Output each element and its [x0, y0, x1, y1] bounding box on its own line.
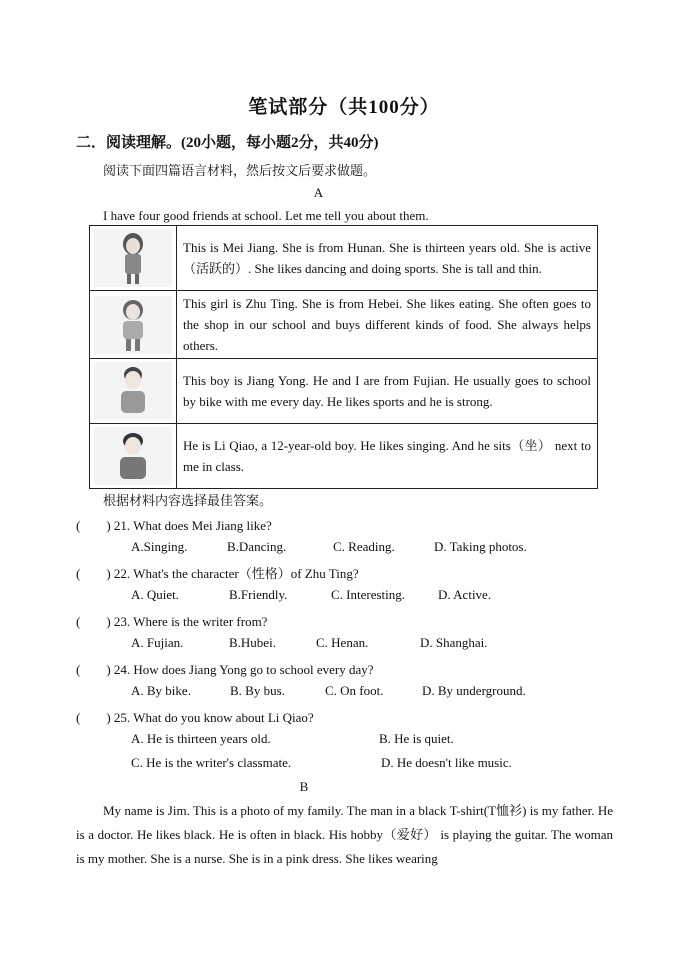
friend-desc: This boy is Jiang Yong. He and I are from Fujian. He usually goes to school by bike with me every day. He likes sports and he is strong.: [177, 359, 598, 424]
boy-picture: [94, 427, 172, 485]
passage-a-intro: I have four good friends at school. Let me tell you about them.: [103, 208, 429, 223]
passage-b-text: My name is Jim. This is a photo of my family. The man in a black T-shirt(T恤衫) is my father. He is a doctor. He likes black. He is often in black. His hobby（爱好） is playing the guitar. The woman is my mother. She is a nurse. She is in a pink dress. She likes wearing: [76, 803, 613, 866]
option-b[interactable]: B.Hubei.: [229, 635, 276, 650]
option-a[interactable]: A.Singing.: [131, 539, 188, 554]
section-heading: 二．阅读理解。(20小题，每小题2分，共40分): [76, 135, 379, 151]
friend-desc: This is Mei Jiang. She is from Hunan. She is thirteen years old. She is active（活跃的）. She likes dancing and doing sports. She is tall and thin.: [177, 226, 598, 291]
friend-desc: He is Li Qiao, a 12-year-old boy. He likes singing. And he sits（坐） next to me in class.: [177, 424, 598, 489]
boy-picture: [94, 362, 172, 420]
option-c[interactable]: C. Interesting.: [331, 587, 406, 602]
option-b[interactable]: B.Dancing.: [227, 539, 287, 554]
option-c[interactable]: C. On foot.: [325, 683, 384, 698]
option-a[interactable]: A. By bike.: [131, 683, 191, 698]
passage-a-label: A: [313, 185, 324, 200]
friend-row: [90, 359, 598, 424]
option-b[interactable]: B.Friendly.: [229, 587, 288, 602]
option-d[interactable]: D. He doesn't like music.: [381, 755, 512, 770]
question-25: ( ) 25. What do you know about Li Qiao?: [76, 710, 314, 725]
option-c[interactable]: C. Reading.: [333, 539, 395, 554]
option-a[interactable]: A. He is thirteen years old.: [131, 731, 271, 746]
question-21: ( ) 21. What does Mei Jiang like?: [76, 518, 272, 533]
friend-row: [90, 291, 598, 359]
friends-table: [89, 225, 598, 489]
option-d[interactable]: D. Taking photos.: [434, 539, 527, 554]
option-c[interactable]: C. He is the writer's classmate.: [131, 755, 292, 770]
passage-b-label: B: [299, 779, 309, 794]
friend-desc: This girl is Zhu Ting. She is from Hebei. She likes eating. She often goes to the shop in our school and buys different kinds of food. She always helps others.: [177, 291, 598, 359]
option-a[interactable]: A. Quiet.: [131, 587, 180, 602]
girl-picture: [94, 229, 172, 287]
page-title: 笔试部分（共100分）: [248, 97, 440, 118]
friend-row: [90, 226, 598, 291]
option-c[interactable]: C. Henan.: [316, 635, 369, 650]
instruction: 阅读下面四篇语言材料，然后按文后要求做题。: [103, 163, 377, 178]
option-d[interactable]: D. By underground.: [422, 683, 526, 698]
girl-picture: [94, 296, 172, 354]
question-23: ( ) 23. Where is the writer from?: [76, 614, 268, 629]
question-24: ( ) 24. How does Jiang Yong go to school every day?: [76, 662, 374, 677]
option-b[interactable]: B. He is quiet.: [379, 731, 454, 746]
option-a[interactable]: A. Fujian.: [131, 635, 184, 650]
option-d[interactable]: D. Active.: [438, 587, 492, 602]
task-instruction: 根据材料内容选择最佳答案。: [103, 493, 273, 508]
option-b[interactable]: B. By bus.: [230, 683, 285, 698]
question-22: ( ) 22. What's the character（性格）of Zhu Ting?: [76, 566, 359, 581]
option-d[interactable]: D. Shanghai.: [420, 635, 488, 650]
friend-row: [90, 424, 598, 489]
